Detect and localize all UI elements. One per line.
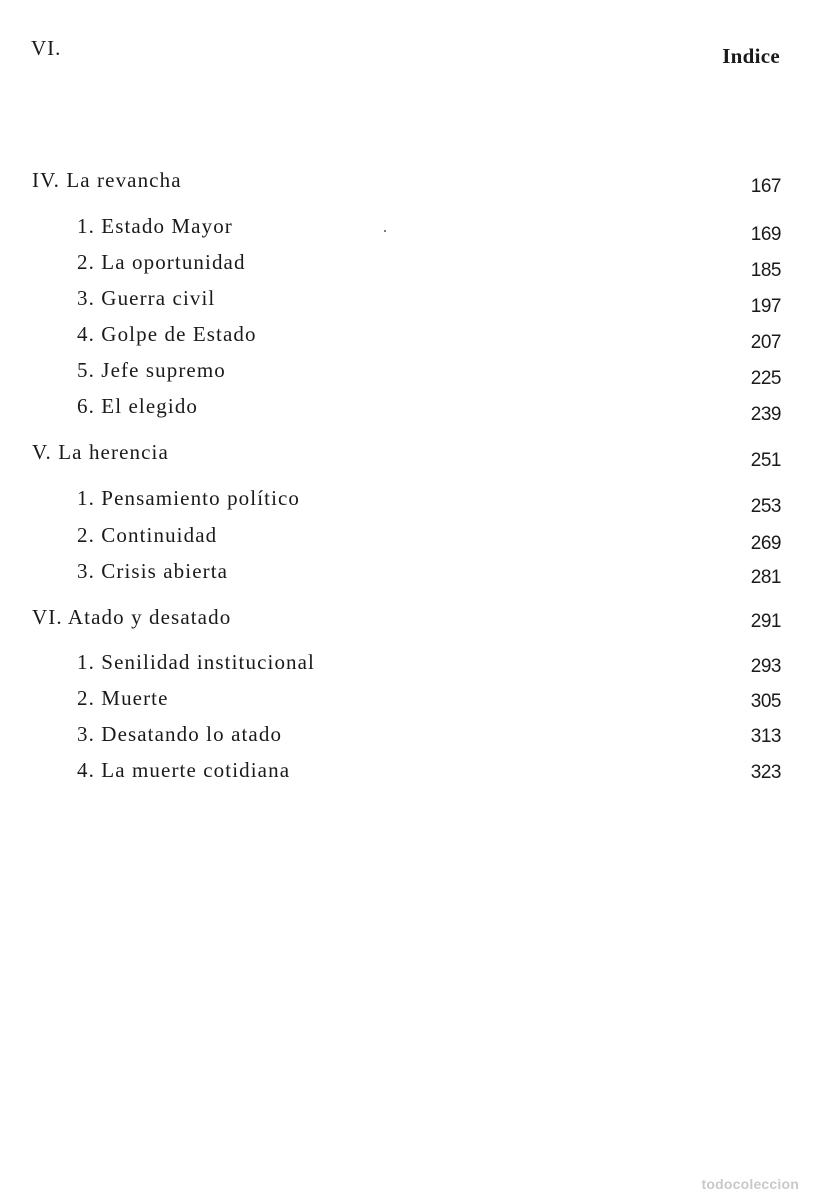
toc-entry-title: 2. Continuidad (77, 523, 218, 547)
toc-chapter-entry (0, 250, 813, 280)
section-title: Indice (722, 44, 780, 68)
toc-entry-page: 185 (750, 260, 781, 281)
toc-entry-title: 2. Muerte (77, 686, 169, 710)
toc-chapter-entry (0, 358, 813, 388)
toc-entry-title: 3. Desatando lo atado (77, 722, 283, 746)
toc-entry-title: 1. Estado Mayor (77, 214, 233, 238)
toc-entry-title: 3. Crisis abierta (77, 559, 229, 583)
toc-entry-page: 251 (750, 450, 781, 471)
toc-entry-page: 197 (750, 296, 781, 317)
toc-part-entry (0, 605, 813, 635)
toc-entry-title: 2. La oportunidad (77, 250, 246, 274)
toc-chapter-entry (0, 214, 813, 244)
toc-chapter-entry (0, 394, 813, 424)
toc-chapter-entry (0, 722, 813, 752)
toc-chapter-entry (0, 650, 813, 680)
toc-entry-page: 291 (750, 611, 781, 632)
toc-entry-page: 167 (750, 176, 781, 197)
toc-chapter-entry (0, 286, 813, 316)
toc-entry-page: 281 (750, 567, 781, 588)
toc-chapter-entry (0, 523, 813, 553)
toc-entry-page: 323 (750, 762, 781, 783)
toc-entry-title: IV. La revancha (32, 168, 182, 192)
toc-entry-page: 253 (750, 496, 781, 517)
toc-chapter-entry (0, 559, 813, 589)
toc-chapter-entry (0, 322, 813, 352)
toc-entry-title: V. La herencia (32, 440, 169, 464)
toc-entry-title: 1. Pensamiento político (77, 486, 301, 510)
toc-chapter-entry (0, 486, 813, 516)
toc-chapter-entry (0, 686, 813, 716)
toc-entry-title: 5. Jefe supremo (77, 358, 226, 382)
toc-entry-page: 269 (750, 533, 781, 554)
page-number-header: VI. (31, 36, 62, 60)
toc-part-entry (0, 168, 813, 198)
toc-entry-page: 293 (750, 656, 781, 677)
toc-entry-page: 225 (750, 368, 781, 389)
toc-entry-title: 3. Guerra civil (77, 286, 216, 310)
toc-entry-page: 207 (750, 332, 781, 353)
toc-entry-title: 1. Senilidad institucional (77, 650, 315, 674)
toc-entry-title: 4. Golpe de Estado (77, 322, 257, 346)
toc-entry-page: 239 (750, 404, 781, 425)
toc-chapter-entry (0, 758, 813, 788)
toc-entry-page: 305 (750, 691, 781, 712)
toc-entry-page: 313 (750, 726, 781, 747)
toc-entry-title: 6. El elegido (77, 394, 199, 418)
watermark-text: todocoleccion (701, 1176, 799, 1192)
toc-entry-title: VI. Atado y desatado (32, 605, 232, 629)
toc-entry-page: 169 (750, 224, 781, 245)
toc-entry-title: 4. La muerte cotidiana (77, 758, 291, 782)
toc-part-entry (0, 440, 813, 470)
